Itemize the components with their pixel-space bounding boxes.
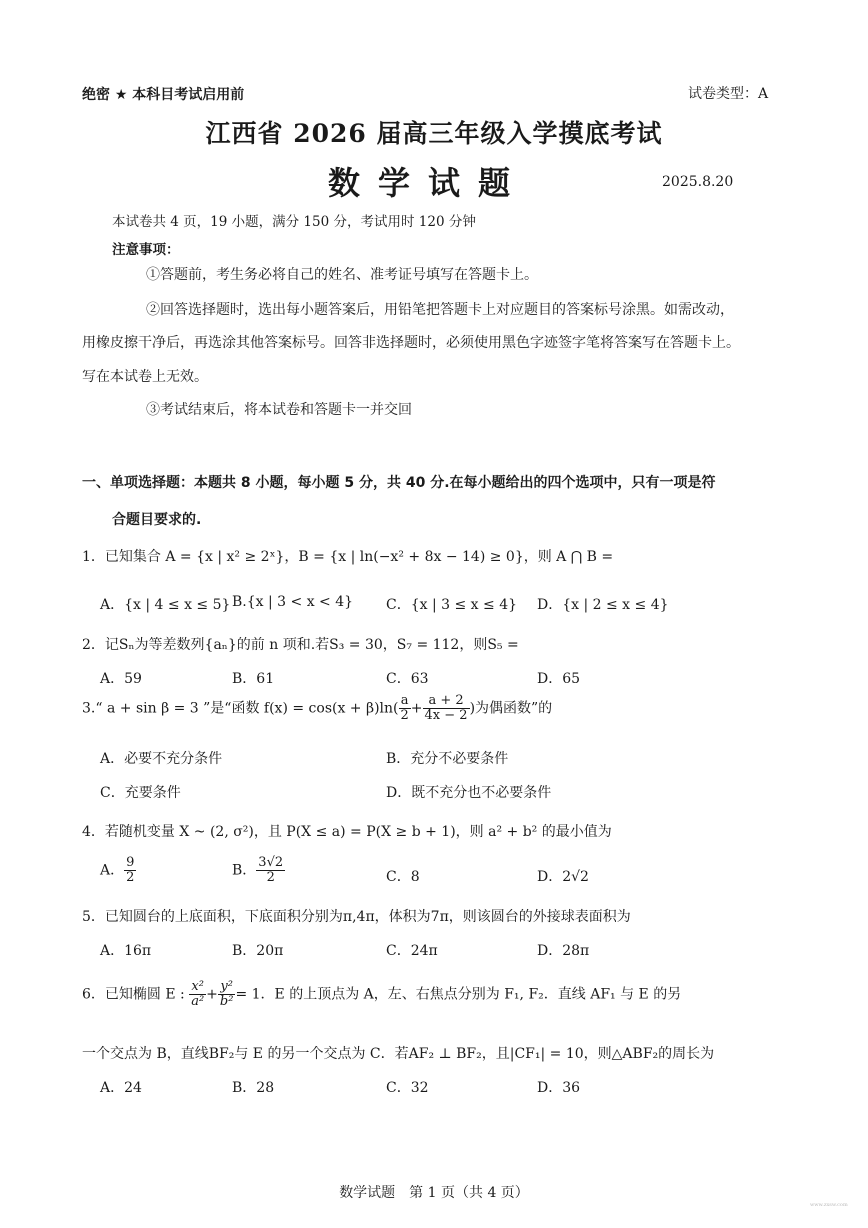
question-3-option-a: A．必要不充分条件 — [100, 751, 223, 767]
watermark: www.zxsw.com — [810, 1202, 848, 1208]
paper-type-label: 试卷类型：A — [688, 86, 769, 102]
question-4-option-d: D．2√2 — [537, 869, 589, 885]
question-3-stem: 3.“ a + sin β = 3 ”是“函数 f(x) = cos(x + β)ln( $\frac{a}{2}$ + $\frac{a + 2}{4x - 2}$ )为偶函数”的 — [82, 693, 553, 723]
exam-title: 江西省 2026 届高三年级入学摸底考试 — [205, 119, 663, 148]
notice-item-2-line-1: ②回答选择题时，选出每小题答案后，用铅笔把答题卡上对应题目的答案标号涂黑。如需改动， — [146, 302, 734, 318]
question-3-fraction-2: $\frac{a + 2}{4x - 2}$ — [424, 693, 468, 723]
question-3-option-b: B．充分不必要条件 — [386, 751, 509, 767]
notice-item-1: ①答题前，考生务必将自己的姓名、准考证号填写在答题卡上。 — [146, 267, 538, 283]
question-4-option-b: B． $\frac{3√2}{2}$ — [232, 855, 284, 885]
question-4-stem: 4．若随机变量 X ~ (2, σ²)，且 P(X ≤ a) = P(X ≥ b + 1)，则 a² + b² 的最小值为 — [82, 824, 612, 840]
question-5-option-b: B．20π — [232, 943, 284, 959]
question-5-option-d: D．28π — [537, 943, 590, 959]
question-3-stem-start: 3.“ a + sin β = 3 ”是“函数 f(x) = cos(x + β)ln( — [82, 700, 399, 717]
question-5-option-c: C．24π — [386, 943, 438, 959]
notice-heading: 注意事项： — [112, 242, 180, 258]
question-3-stem-end: )为偶函数”的 — [469, 700, 553, 717]
question-2-option-c: C．63 — [386, 671, 429, 687]
paper-info: 本试卷共 4 页，19 小题，满分 150 分，考试用时 120 分钟 — [112, 214, 476, 230]
question-4-option-a: A． $\frac{9}{2}$ — [100, 855, 135, 885]
notice-item-2-line-2: 用橡皮擦干净后，再选涂其他答案标号。回答非选择题时，必须使用黑色字迹签字笔将答案写在答题卡上。 — [82, 335, 740, 351]
question-6-stem: 6．已知椭圆 E : $\frac{\text{x²}}{\text{a²}}$ + $\frac{\text{y²}}{\text{b²}}$ = 1．E 的上顶点为 A，左、右焦点分别为 F₁, F₂．直线 AF₁ 与 E 的另 — [82, 979, 682, 1009]
section-heading-line-1: 一、单项选择题：本题共 8 小题，每小题 5 分，共 40 分.在每小题给出的四个选项中，只有一项是符 — [82, 475, 716, 491]
question-3-option-d: D．既不充分也不必要条件 — [386, 785, 552, 801]
question-6-option-c: C．32 — [386, 1080, 429, 1096]
question-1-option-d: D．{x | 2 ≤ x ≤ 4} — [537, 597, 669, 613]
question-1-option-a: A．{x | 4 ≤ x ≤ 5} — [100, 597, 231, 613]
subject-title: 数学试题 — [328, 164, 529, 202]
question-5-option-a: A．16π — [100, 943, 152, 959]
question-2-option-d: D．65 — [537, 671, 581, 687]
question-2-stem: 2．记Sₙ为等差数列{aₙ}的前 n 项和.若S₃ = 30，S₇ = 112，则S₅ = — [82, 637, 519, 653]
notice-item-2-line-3: 写在本试卷上无效。 — [82, 369, 208, 385]
notice-item-3: ③考试结束后，将本试卷和答题卡一并交回 — [146, 402, 412, 418]
question-3-option-c: C．充要条件 — [100, 785, 181, 801]
question-6-option-d: D．36 — [537, 1080, 581, 1096]
question-2-option-a: A．59 — [100, 671, 142, 687]
exam-date: 2025.8.20 — [662, 174, 734, 190]
question-6-stem-line-2: 一个交点为 B，直线BF₂与 E 的另一个交点为 C．若AF₂ ⊥ BF₂，且|CF₁| = 10，则△ABF₂的周长为 — [82, 1046, 715, 1062]
section-heading-line-2: 合题目要求的. — [112, 512, 202, 528]
question-1-stem: 1．已知集合 A = {x | x² ≥ 2ˣ}，B = {x | ln(−x² + 8x − 14) ≥ 0}，则 A ⋂ B = — [82, 549, 614, 565]
question-3-fraction-1: $\frac{a}{2}$ — [400, 693, 409, 723]
question-4-option-c: C．8 — [386, 869, 420, 885]
page-footer: 数学试题 第 1 页（共 4 页） — [339, 1185, 529, 1201]
confidential-label: 绝密 ★ 本科目考试启用前 — [82, 87, 245, 103]
question-1-option-b: B.{x | 3 < x < 4} — [232, 594, 354, 610]
question-6-option-a: A．24 — [100, 1080, 142, 1096]
question-6-option-b: B．28 — [232, 1080, 275, 1096]
question-1-option-c: C．{x | 3 ≤ x ≤ 4} — [386, 597, 518, 613]
question-2-option-b: B．61 — [232, 671, 275, 687]
question-5-stem: 5．已知圆台的上底面积，下底面积分别为π,4π，体积为7π，则该圆台的外接球表面积为 — [82, 909, 631, 925]
